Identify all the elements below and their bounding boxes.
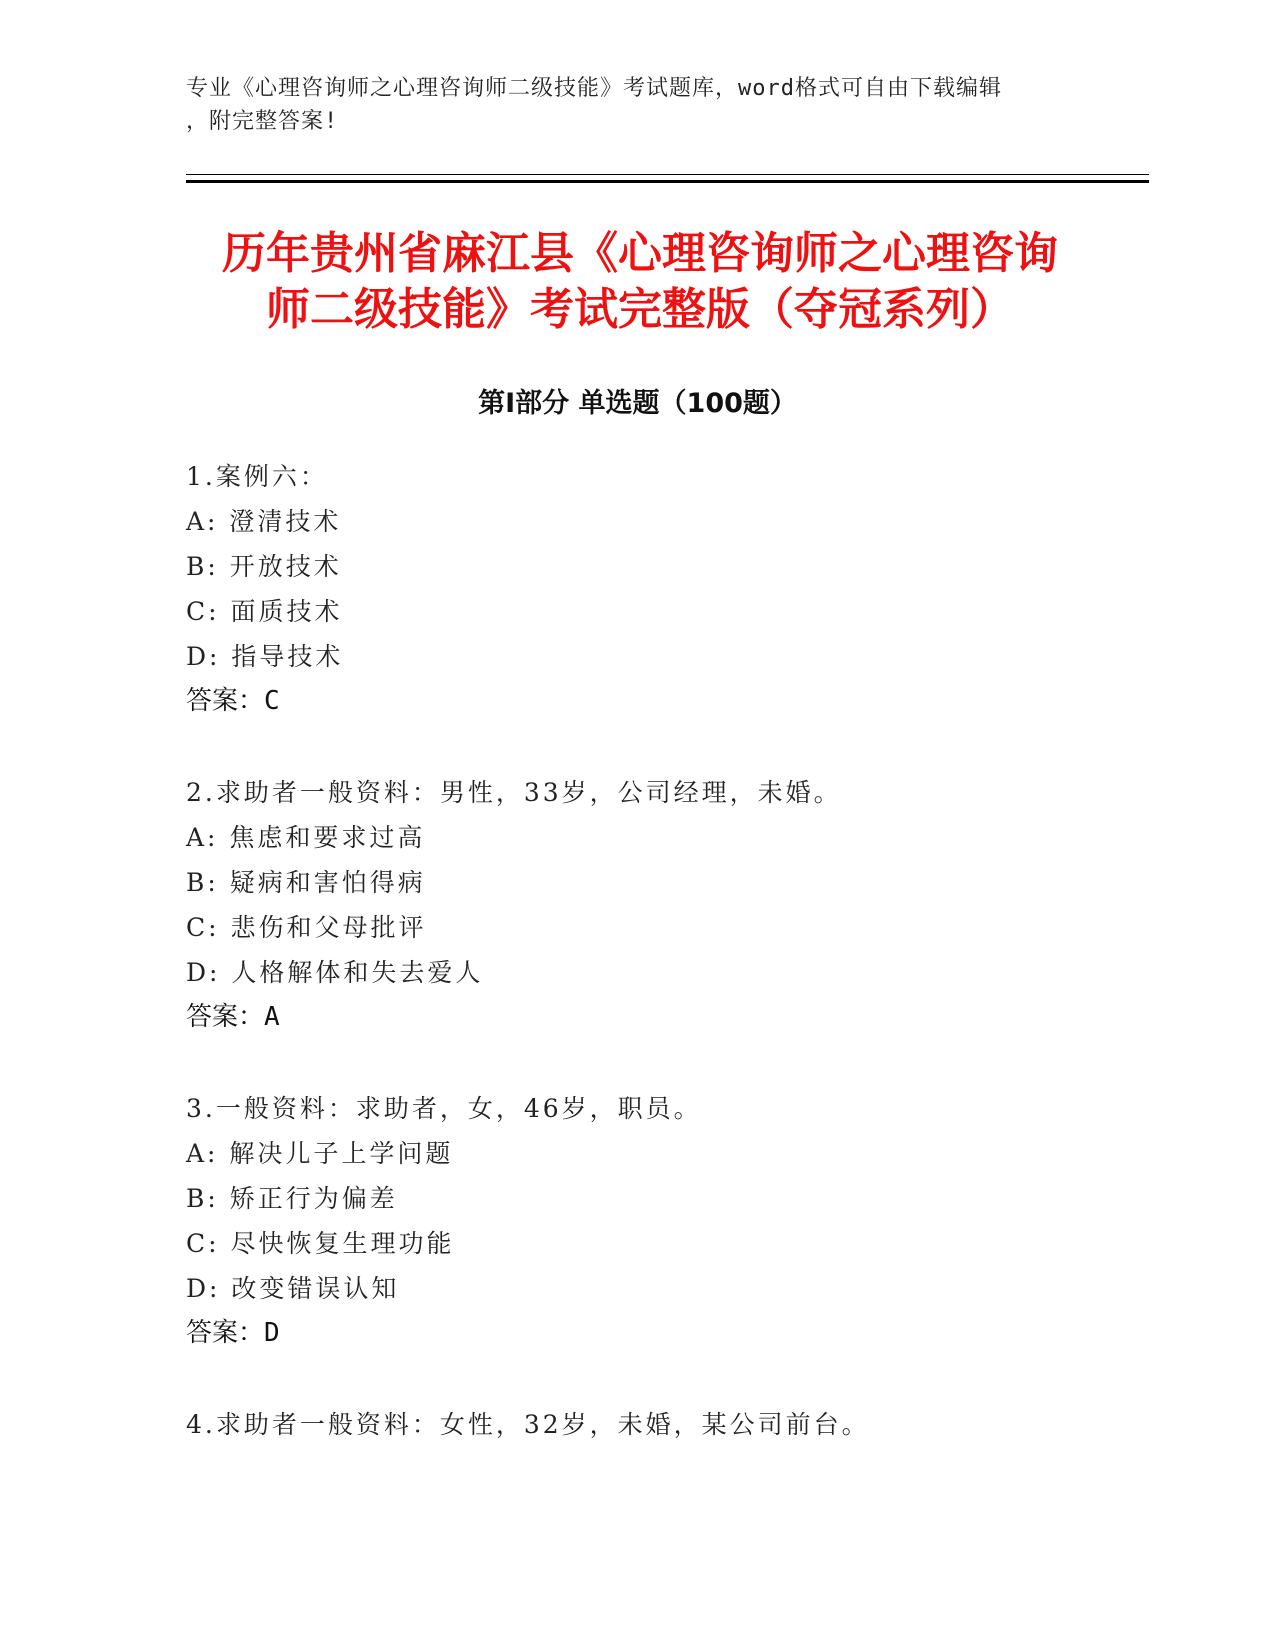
option-d: D: 人格解体和失去爱人 <box>186 958 484 987</box>
question-stem: 2.求助者一般资料：男性，33岁，公司经理，未婚。 <box>186 778 842 807</box>
option-a: A: 澄清技术 <box>186 507 342 536</box>
answer-line <box>186 679 1146 724</box>
option-b: B: 矫正行为偏差 <box>186 1184 398 1213</box>
answer-label: 答案： <box>186 1002 265 1032</box>
question-stem: 4.求助者一般资料：女性，32岁，未婚，某公司前台。 <box>186 1410 870 1439</box>
document-title <box>170 226 1110 338</box>
header-note <box>186 72 1086 138</box>
answer-value: D <box>264 1318 280 1348</box>
header-divider <box>186 174 1149 175</box>
answer-label: 答案： <box>186 686 265 716</box>
option-d: D: 改变错误认知 <box>186 1274 400 1303</box>
option-d: D: 指导技术 <box>186 642 344 671</box>
question-item <box>186 454 1146 724</box>
question-stem: 1.案例六： <box>186 462 328 491</box>
option-b: B: 疑病和害怕得病 <box>186 868 426 897</box>
question-item <box>186 1402 1146 1447</box>
option-c: C: 悲伤和父母批评 <box>186 913 427 942</box>
header-note-line: ，附完整答案! <box>186 109 339 134</box>
question-item <box>186 770 1146 1040</box>
answer-line <box>186 995 1146 1040</box>
question-item <box>186 1086 1146 1356</box>
header-divider-thick <box>186 180 1149 183</box>
answer-value: A <box>264 1002 280 1032</box>
answer-label: 答案： <box>186 1318 265 1348</box>
answer-value: C <box>264 686 280 716</box>
option-c: C: 面质技术 <box>186 597 343 626</box>
document-title-line: 师二级技能》考试完整版（夺冠系列） <box>266 284 1014 335</box>
question-stem: 3.一般资料：求助者，女，46岁，职员。 <box>186 1094 702 1123</box>
option-a: A: 焦虑和要求过高 <box>186 823 426 852</box>
answer-line <box>186 1311 1146 1356</box>
option-c: C: 尽快恢复生理功能 <box>186 1229 455 1258</box>
option-b: B: 开放技术 <box>186 552 342 581</box>
section-heading: 第Ⅰ部分 单选题（100题） <box>478 388 797 419</box>
document-title-line: 历年贵州省麻江县《心理咨询师之心理咨询 <box>222 228 1058 279</box>
header-note-line: 专业《心理咨询师之心理咨询师二级技能》考试题库，word格式可自由下载编辑 <box>186 76 1002 101</box>
option-a: A: 解决儿子上学问题 <box>186 1139 454 1168</box>
